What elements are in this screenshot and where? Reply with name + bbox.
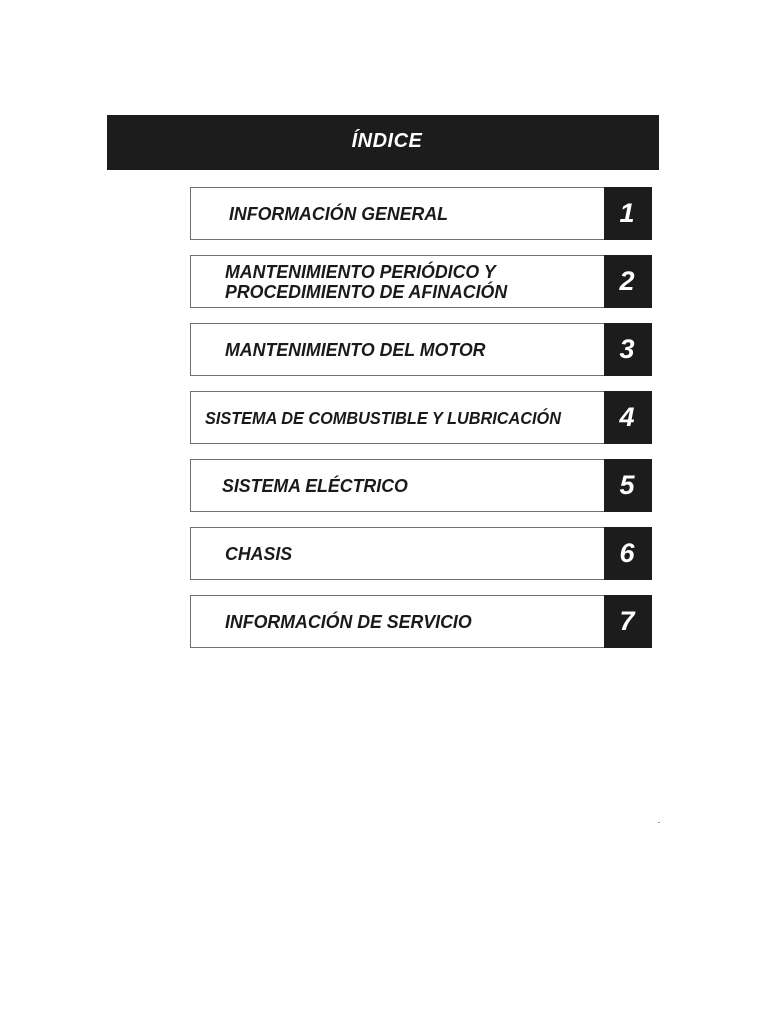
index-title: ÍNDICE [351,130,423,152]
toc-number-tab[interactable] [604,255,652,308]
toc-number-tab[interactable] [604,391,652,444]
toc-number-tab[interactable] [604,459,652,512]
toc-item-sistema-combustible[interactable] [190,391,652,444]
toc-item-label: INFORMACIÓN DE SERVICIO [225,610,472,632]
index-header [107,115,659,170]
toc-item-label: SISTEMA ELÉCTRICO [222,474,408,496]
toc-item-informacion-servicio[interactable] [190,595,652,648]
toc-item-number: 7 [619,606,635,636]
toc-item-label: INFORMACIÓN GENERAL [229,202,449,224]
toc-label-wrap [191,460,604,511]
scan-speck [658,822,660,823]
toc-item-label: MANTENIMIENTO DEL MOTOR [225,338,486,360]
toc-item-chasis[interactable] [190,527,652,580]
toc-number-tab[interactable] [604,323,652,376]
toc-item-number: 1 [619,198,635,228]
toc-number-tab[interactable] [604,595,652,648]
toc-label-wrap [191,528,604,579]
toc-label-wrap [191,188,604,239]
toc-item-mantenimiento-motor[interactable] [190,323,652,376]
toc-item-number: 3 [619,334,635,364]
toc-item-label: MANTENIMIENTO PERIÓDICO Y PROCEDIMIENTO DE AFINACIÓN [225,260,508,302]
toc-number-tab[interactable] [604,527,652,580]
toc-item-informacion-general[interactable] [190,187,652,240]
toc-item-number: 2 [619,266,635,296]
toc-label-wrap [191,596,604,647]
toc-item-number: 4 [619,402,635,432]
toc-label-wrap [191,324,604,375]
toc-list [190,187,652,663]
toc-item-number: 5 [619,470,635,500]
toc-item-label: SISTEMA DE COMBUSTIBLE Y LUBRICACIÓN [205,407,561,428]
toc-label-wrap [191,392,604,443]
toc-label-wrap [191,256,604,307]
toc-number-tab[interactable] [604,187,652,240]
toc-item-label: CHASIS [225,542,293,564]
toc-item-mantenimiento-periodico[interactable] [190,255,652,308]
toc-item-sistema-electrico[interactable] [190,459,652,512]
toc-item-number: 6 [619,538,635,568]
